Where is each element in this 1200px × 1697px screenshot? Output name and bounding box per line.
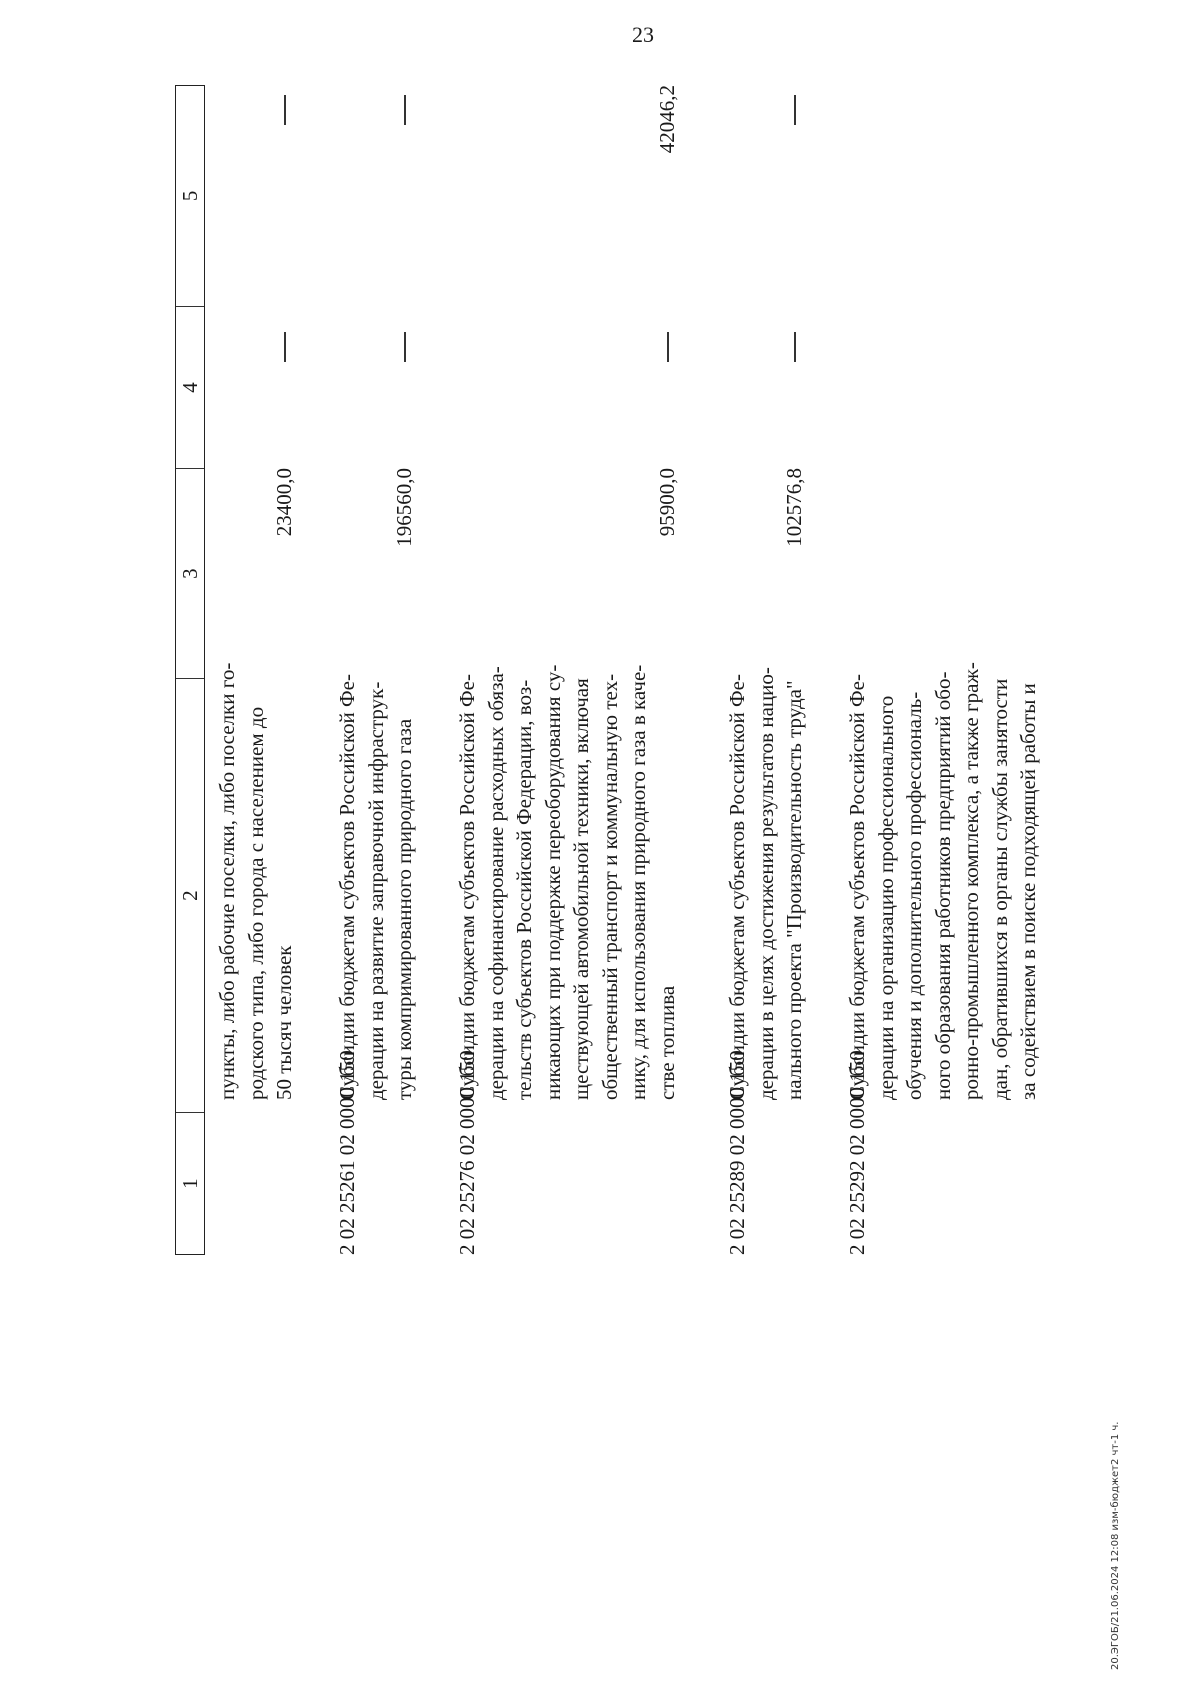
description-line: стве топлива (654, 985, 679, 1100)
row-description (843, 662, 1043, 1100)
description-line: ронно-промышленного комплекса, а также граж- (959, 662, 983, 1100)
budget-code: 2 02 25289 02 0000 150 (725, 1050, 749, 1255)
description-line: дерации на софинансирование расходных обяза- (483, 666, 508, 1100)
col4-dash (667, 332, 669, 362)
description-line: пункты, либо рабочие поселки, либо поселки го- (215, 662, 239, 1100)
description-line: за содействием в поиске подходящей работы и (1016, 683, 1040, 1100)
budget-code: 2 02 25292 02 0000 150 (845, 1050, 869, 1255)
budget-code: 2 02 25261 02 0000 150 (335, 1050, 359, 1255)
description-line: Субсидии бюджетам субъектов Российской Фе- (845, 674, 869, 1100)
budget-table (175, 85, 1125, 1255)
col3-value: 95900,0 (655, 468, 679, 537)
description-line: обучения и дополнительного профессиональ- (902, 691, 926, 1100)
description-line: никающих при поддержке переоборудования су- (540, 664, 565, 1100)
header-col-3: 3 (176, 468, 204, 678)
row-description (453, 665, 681, 1100)
description-line: дан, обратившихся в органы службы занятости (987, 678, 1012, 1100)
row-description (213, 662, 299, 1100)
col4-dash (284, 332, 286, 362)
description-line: родского типа, либо города с населением до (243, 706, 268, 1100)
col5-value: 42046,2 (655, 85, 679, 154)
description-line: нику, для использования природного газа в каче- (626, 664, 650, 1100)
description-line: Субсидии бюджетам субъектов Российской Фе- (725, 674, 749, 1100)
description-line: туры компримированного природного газа (392, 718, 416, 1100)
col5-dash (284, 95, 286, 125)
footer-note (1110, 1150, 1130, 1670)
row-description (723, 665, 809, 1100)
description-line: 50 тысяч человек (272, 945, 296, 1100)
header-col-5: 5 (178, 190, 202, 202)
col4-dash (794, 332, 796, 362)
col3-value: 23400,0 (272, 468, 296, 537)
row-description (333, 665, 419, 1100)
header-col-2: 2 (176, 678, 204, 1112)
footer-note-text: 20.ЭГОБ/21.06.2024 12:08 изм-бюджет2 чт-1 ч. (1110, 1421, 1121, 1670)
description-line: тельств субъектов Российской Федерации, воз- (512, 679, 536, 1100)
description-line: Субсидии бюджетам субъектов Российской Фе- (455, 674, 479, 1100)
description-line: Субсидии бюджетам субъектов Российской Фе- (335, 674, 359, 1100)
description-line: дерации в целях достижения результатов нацио- (753, 667, 778, 1100)
description-line: дерации на организацию профессионального (873, 695, 898, 1100)
description-line: нального проекта "Производительность труда" (782, 680, 806, 1100)
budget-code: 2 02 25276 02 0000 150 (455, 1050, 479, 1255)
table-header (175, 85, 205, 1255)
page-number: 23 (632, 22, 654, 47)
header-col-4: 4 (176, 306, 204, 469)
header-col-1: 1 (176, 1112, 204, 1254)
col3-value: 102576,8 (782, 468, 806, 547)
col4-dash (404, 332, 406, 362)
description-line: ного образования работников предприятий обо- (930, 671, 955, 1100)
col3-value: 196560,0 (392, 468, 416, 547)
col5-dash (404, 95, 406, 125)
col5-dash (794, 95, 796, 125)
description-line: общественный транспорт и коммунальную тех- (597, 673, 622, 1100)
description-line: ществующей автомобильной техники, включая (569, 678, 593, 1100)
description-line: дерации на развитие заправочной инфраструк- (363, 681, 388, 1100)
